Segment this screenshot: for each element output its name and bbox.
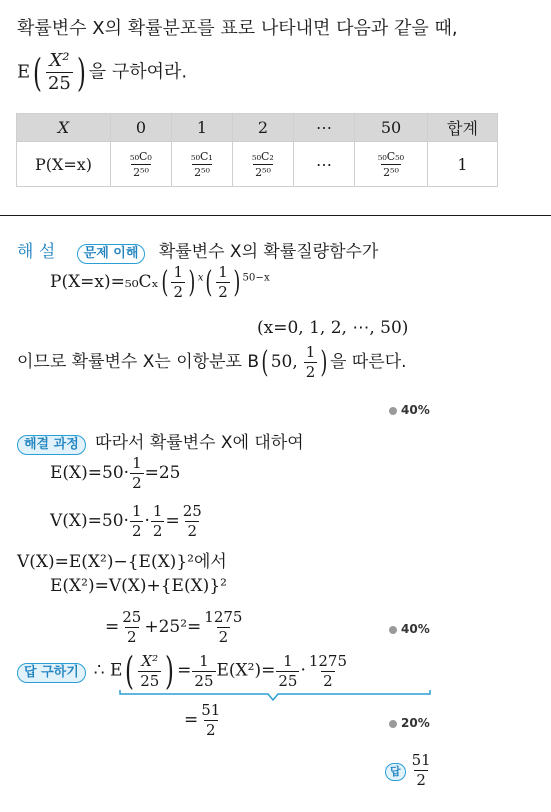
table-row-label: P(X=x) — [17, 142, 111, 187]
step-tag-process: 해결 과정 — [17, 435, 86, 455]
table-header-cell: 1 — [172, 114, 233, 142]
score-dot-icon — [389, 626, 397, 634]
ex2-line: E(X²)=V(X)+{E(X)}² — [50, 576, 227, 596]
binomial-line: 이므로 확률변수 X는 이항분포 B( 50, $\frac{1}{2}$ ) 을 따른다. — [17, 343, 407, 381]
table-cell: $\frac{\text{₅₀C₀}}{\text{2⁵⁰}}$ — [111, 142, 172, 187]
step2-text: 따라서 확률변수 X에 대하여 — [95, 433, 304, 453]
variance-line: V(X)=50· $\frac{1}{2}$ · $\frac{1}{2}$ = $\frac{25}{2}$ — [50, 502, 202, 540]
step-tag-answer: 답 구하기 — [17, 663, 86, 683]
step2-line — [17, 428, 304, 455]
problem-line-1: 확률변수 X의 확률분포를 표로 나타내면 다음과 같을 때, — [17, 18, 458, 39]
table-header-row — [17, 114, 498, 142]
answer-final: = $\frac{51}{2}$ — [184, 701, 221, 739]
table-header-cell: 0 — [111, 114, 172, 142]
table-header-cell: 합계 — [428, 114, 498, 142]
answer-line: 답 구하기 ∴ E( $\frac{\text{X²}}{25}$ ) = $\frac{1}{25}$ E(X²)= $\frac{1}{25}$ · $\frac{1275}{2}$ — [17, 652, 350, 690]
table-header-cell: 50 — [355, 114, 428, 142]
table-header-cell: X — [17, 114, 111, 142]
answer-tag: 답 — [385, 763, 406, 781]
ex2-result: = $\frac{25}{2}$ +25²= $\frac{1275}{2}$ — [105, 608, 243, 646]
score-dot-icon — [389, 407, 397, 415]
pmf-domain: (x=0, 1, 2, ⋯, 50) — [257, 318, 409, 338]
variance-identity: V(X)=E(X²)−{E(X)}²에서 — [17, 552, 227, 572]
table-cell: $\frac{\text{₅₀C₁}}{\text{2⁵⁰}}$ — [172, 142, 233, 187]
table-cell: 1 — [428, 142, 498, 187]
section-divider — [0, 215, 551, 216]
table-cell: $\frac{\text{₅₀C₂}}{\text{2⁵⁰}}$ — [233, 142, 294, 187]
step1-text: 확률변수 X의 확률질량함수가 — [158, 242, 379, 262]
expectation-line: E(X)=50· $\frac{1}{2}$ =25 — [50, 454, 181, 492]
table-header-cell: 2 — [233, 114, 294, 142]
probability-table — [16, 113, 498, 187]
pmf-formula: P(X=x)=₅₀Cₓ( $\frac{1}{2}$ ) $^x$( $\frac{1}{2}$ ) $^{50-x}$ — [50, 263, 270, 301]
table-cell: ⋯ — [294, 142, 355, 187]
score-badge-1: 40% — [389, 403, 430, 417]
table-header-cell: ⋯ — [294, 114, 355, 142]
step1-line — [17, 237, 378, 264]
score-badge-3: 20% — [389, 716, 430, 730]
score-dot-icon — [389, 720, 397, 728]
table-cell: $\frac{\text{₅₀C₅₀}}{\text{2⁵⁰}}$ — [355, 142, 428, 187]
answer-brace — [118, 688, 434, 704]
expectation-target-fraction: $\frac{\text{X²}}{25}$ — [47, 50, 71, 94]
solution-label: 해 설 — [17, 242, 56, 262]
step-tag-understand: 문제 이해 — [77, 244, 146, 264]
score-badge-2: 40% — [389, 622, 430, 636]
table-prob-row — [17, 142, 498, 187]
final-answer: 답 $\frac{51}{2}$ — [385, 753, 434, 788]
problem-line-2: E( $\frac{\text{X²}}{25}$ ) 을 구하여라. — [17, 50, 188, 95]
